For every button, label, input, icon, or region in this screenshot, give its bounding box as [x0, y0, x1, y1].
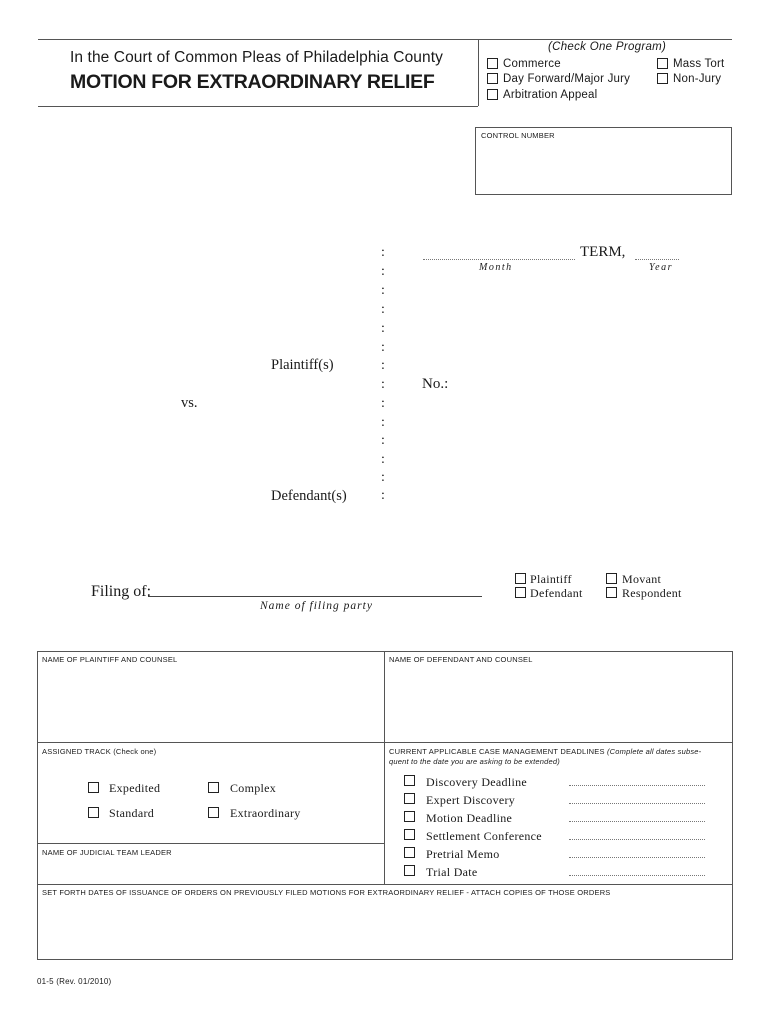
deadlines-heading-text: CURRENT APPLICABLE CASE MANAGEMENT DEADLINES: [389, 747, 605, 756]
deadline-label-pretrial-memo: Pretrial Memo: [426, 847, 500, 861]
program-label-arbitration-appeal: Arbitration Appeal: [503, 89, 598, 101]
deadline-date-trial-date[interactable]: [569, 875, 705, 876]
year-caption: Year: [649, 262, 673, 273]
deadline-date-discovery[interactable]: [569, 785, 705, 786]
track-label-complex: Complex: [230, 781, 277, 795]
program-checkbox-mass-tort[interactable]: [657, 58, 668, 69]
deadline-checkbox-expert-discovery[interactable]: [404, 793, 415, 804]
caption-colon: :: [381, 470, 385, 485]
deadlines-note: quent to the date you are asking to be extended): [389, 757, 560, 766]
caption-colon: :: [381, 283, 385, 298]
form-revision: 01-5 (Rev. 01/2010): [37, 977, 112, 986]
deadline-date-motion[interactable]: [569, 821, 705, 822]
term-month-field[interactable]: [423, 259, 575, 260]
caption-colon: :: [381, 358, 385, 373]
defendant-counsel-field[interactable]: [388, 668, 728, 738]
deadline-checkbox-discovery[interactable]: [404, 775, 415, 786]
program-checkbox-day-forward[interactable]: [487, 73, 498, 84]
deadline-checkbox-trial-date[interactable]: [404, 865, 415, 876]
header-divider: [478, 39, 479, 106]
track-label-expedited: Expedited: [109, 781, 161, 795]
control-number-label: CONTROL NUMBER: [481, 131, 555, 140]
caption-colon: :: [381, 452, 385, 467]
filing-checkbox-defendant[interactable]: [515, 587, 526, 598]
caption-colon: :: [381, 396, 385, 411]
defendant-counsel-label: NAME OF DEFENDANT AND COUNSEL: [389, 655, 533, 664]
track-label-extraordinary: Extraordinary: [230, 806, 301, 820]
case-number-label: No.:: [422, 376, 449, 392]
prior-orders-field[interactable]: [40, 900, 730, 957]
month-caption: Month: [479, 262, 513, 273]
filing-party-caption: Name of filing party: [260, 600, 373, 612]
filing-checkbox-movant[interactable]: [606, 573, 617, 584]
grid-column-divider: [384, 651, 385, 884]
caption-colon: :: [381, 264, 385, 279]
caption-colon: :: [381, 415, 385, 430]
deadline-label-expert-discovery: Expert Discovery: [426, 793, 516, 807]
filing-checkbox-respondent[interactable]: [606, 587, 617, 598]
prior-orders-label: SET FORTH DATES OF ISSUANCE OF ORDERS ON PREVIOUSLY FILED MOTIONS FOR EXTRAORDINARY RELIEF - ATTACH COPIES OF THOSE ORDERS: [42, 888, 611, 897]
program-label-commerce: Commerce: [503, 58, 561, 70]
deadline-label-settlement: Settlement Conference: [426, 829, 542, 843]
court-name: In the Court of Common Pleas of Philadelphia County: [70, 49, 443, 66]
grid-row-rule: [37, 884, 733, 885]
filing-checkbox-plaintiff[interactable]: [515, 573, 526, 584]
filing-label-plaintiff: Plaintiff: [530, 572, 572, 586]
track-checkbox-extraordinary[interactable]: [208, 807, 219, 818]
grid-row-rule: [37, 843, 384, 844]
filing-label-respondent: Respondent: [622, 586, 682, 600]
deadlines-heading: [389, 747, 729, 767]
track-label-standard: Standard: [109, 806, 155, 820]
program-label-non-jury: Non-Jury: [673, 73, 722, 85]
term-year-field[interactable]: [635, 259, 679, 260]
caption-colon: :: [381, 245, 385, 260]
plaintiff-counsel-label: NAME OF PLAINTIFF AND COUNSEL: [42, 655, 178, 664]
versus-label: vs.: [181, 395, 198, 411]
filing-label-movant: Movant: [622, 572, 662, 586]
filing-label-defendant: Defendant: [530, 586, 583, 600]
program-label-mass-tort: Mass Tort: [673, 58, 725, 70]
plaintiff-counsel-field[interactable]: [40, 668, 380, 738]
program-label-day-forward: Day Forward/Major Jury: [503, 73, 631, 85]
form-title: MOTION FOR EXTRAORDINARY RELIEF: [70, 71, 435, 93]
caption-colon: :: [381, 488, 385, 503]
filing-party-field[interactable]: [148, 596, 482, 597]
caption-colon: :: [381, 433, 385, 448]
filing-of-label: Filing of:: [91, 583, 152, 600]
deadline-label-motion: Motion Deadline: [426, 811, 513, 825]
judicial-leader-label: NAME OF JUDICIAL TEAM LEADER: [42, 848, 172, 857]
deadline-date-pretrial-memo[interactable]: [569, 857, 705, 858]
program-heading: (Check One Program): [548, 41, 667, 53]
program-checkbox-commerce[interactable]: [487, 58, 498, 69]
deadline-checkbox-motion[interactable]: [404, 811, 415, 822]
caption-colon: :: [381, 340, 385, 355]
program-checkbox-non-jury[interactable]: [657, 73, 668, 84]
program-checkbox-arbitration-appeal[interactable]: [487, 89, 498, 100]
judicial-leader-field[interactable]: [40, 860, 380, 882]
deadlines-note: (Complete all dates subse-: [606, 747, 702, 756]
track-checkbox-standard[interactable]: [88, 807, 99, 818]
plaintiff-caption: Plaintiff(s): [271, 357, 334, 373]
caption-colon: :: [381, 377, 385, 392]
track-checkbox-complex[interactable]: [208, 782, 219, 793]
deadline-checkbox-settlement[interactable]: [404, 829, 415, 840]
deadline-checkbox-pretrial-memo[interactable]: [404, 847, 415, 858]
header-bottom-rule: [38, 106, 478, 107]
track-checkbox-expedited[interactable]: [88, 782, 99, 793]
deadline-date-expert-discovery[interactable]: [569, 803, 705, 804]
term-label: TERM,: [580, 244, 626, 260]
header-top-rule: [38, 39, 732, 40]
deadline-label-discovery: Discovery Deadline: [426, 775, 528, 789]
caption-colon: :: [381, 302, 385, 317]
defendant-caption: Defendant(s): [271, 488, 347, 504]
deadline-label-trial-date: Trial Date: [426, 865, 478, 879]
grid-row-rule: [37, 742, 733, 743]
caption-colon: :: [381, 321, 385, 336]
assigned-track-label: ASSIGNED TRACK (Check one): [42, 747, 157, 756]
deadline-date-settlement[interactable]: [569, 839, 705, 840]
